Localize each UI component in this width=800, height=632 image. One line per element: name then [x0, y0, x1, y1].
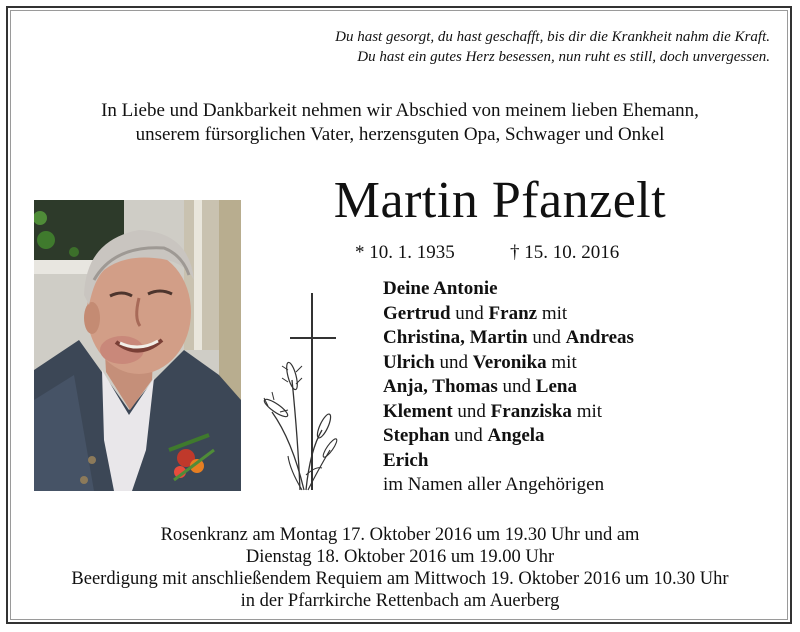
service-line-2: Dienstag 18. Oktober 2016 um 19.00 Uhr [245, 547, 555, 567]
family-name: Ulrich [383, 351, 435, 373]
family-name: Veronika [472, 351, 547, 373]
poem-line-2: Du hast ein gutes Herz besessen, nun ruht es still, doch unvergessen. [357, 49, 770, 65]
cross-with-wheat [262, 290, 352, 495]
family-connector: und [449, 425, 488, 446]
family-connector: mit [546, 351, 577, 373]
service-line-1: Rosenkranz am Montag 17. Oktober 2016 um 19.30 Uhr und am [160, 525, 640, 545]
service-line-3: Beerdigung mit anschließendem Requiem am Mittwoch 19. Oktober 2016 um 10.30 Uhr [71, 569, 729, 589]
portrait-photo [34, 200, 241, 491]
family-line-4 [383, 351, 773, 376]
family-connector: , [460, 327, 470, 348]
family-name: Stephan [383, 425, 450, 446]
family-line-2 [383, 302, 773, 327]
family-line-3 [383, 326, 773, 351]
death-date: † 15. 10. 2016 [510, 242, 620, 263]
family-name: Martin [469, 327, 528, 348]
family-line-7 [383, 424, 773, 449]
service-line-4: in der Pfarrkirche Rettenbach am Auerberg [240, 591, 560, 611]
family-connector: und [450, 302, 489, 324]
family-connector: und [452, 400, 491, 422]
family-line-9 [383, 473, 773, 498]
family-name: Gertrud [383, 302, 451, 324]
family-connector: und [527, 327, 566, 348]
family-name: Anja [383, 376, 424, 397]
family-closing: im Namen aller Angehörigen [383, 474, 605, 495]
family-name: Lena [535, 376, 577, 397]
family-line-8 [383, 449, 773, 474]
intro-line-2: unserem fürsorglichen Vater, herzensguten Opa, Schwager und Onkel [135, 124, 665, 145]
family-name: Franziska [490, 400, 572, 422]
family-name: Klement [383, 400, 453, 422]
family-name: Deine Antonie [383, 278, 498, 299]
poem-line-1: Du hast gesorgt, du hast geschafft, bis dir die Krankheit nahm die Kraft. [335, 29, 770, 45]
family-connector: und [434, 351, 473, 373]
family-name: Erich [383, 449, 429, 471]
family-name: Angela [487, 425, 545, 446]
family-line-5 [383, 375, 773, 400]
family-line-6 [383, 400, 773, 425]
family-name: Thomas [432, 376, 498, 397]
family-connector: und [497, 376, 536, 397]
family-name: Andreas [565, 327, 634, 348]
birth-date: * 10. 1. 1935 [355, 242, 455, 263]
intro-line-1: In Liebe und Dankbarkeit nehmen wir Abschied von meinem lieben Ehemann, [101, 100, 699, 121]
family-line-1 [383, 277, 773, 302]
family-connector: mit [571, 400, 603, 422]
family-name: Franz [488, 302, 538, 324]
family-connector: mit [537, 302, 568, 324]
family-connector: , [423, 376, 433, 397]
deceased-name: Martin Pfanzelt [333, 172, 667, 229]
family-list [383, 277, 773, 498]
family-name: Christina [383, 327, 461, 348]
